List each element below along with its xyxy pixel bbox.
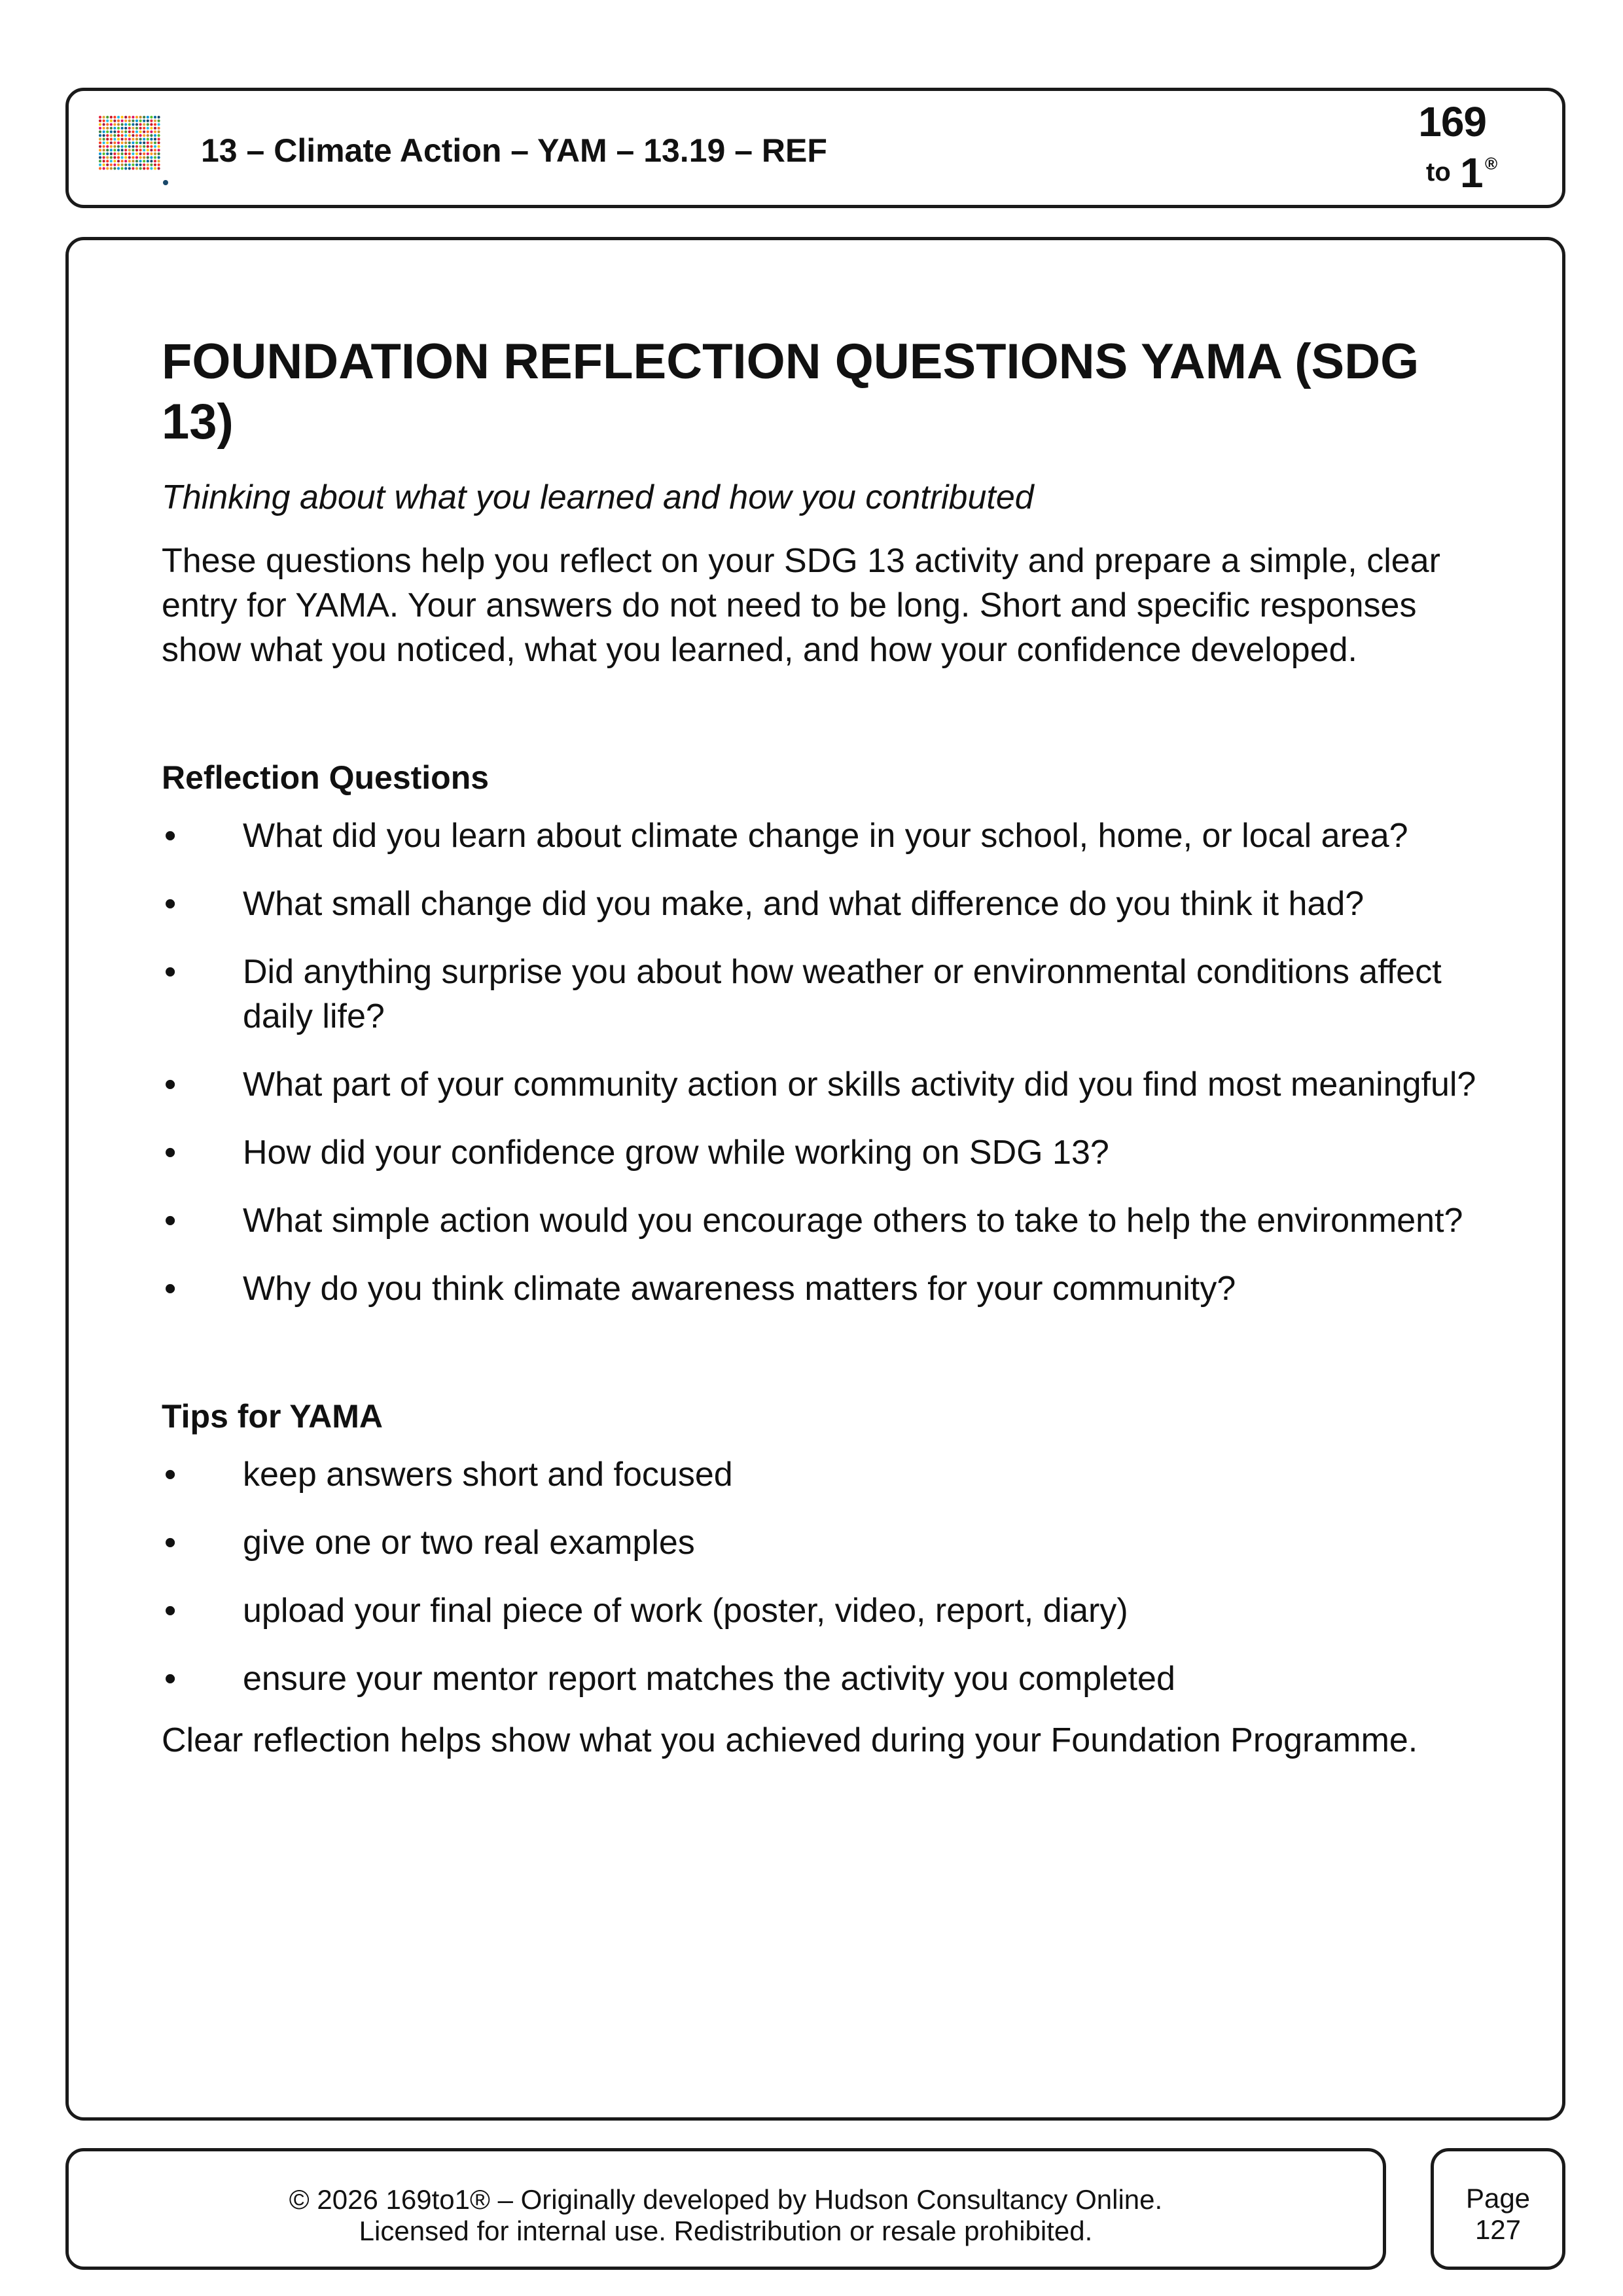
questions-heading: Reflection Questions bbox=[162, 759, 490, 796]
footer-copyright bbox=[69, 2184, 1383, 2247]
footer-line-2: Licensed for internal use. Redistribution or resale prohibited. bbox=[359, 2215, 1093, 2246]
list-item bbox=[162, 882, 1484, 926]
tip-text: upload your final piece of work (poster, video, report, diary) bbox=[243, 1592, 1128, 1630]
bullet-icon: • bbox=[164, 1134, 177, 1172]
question-text: How did your confidence grow while working on SDG 13? bbox=[243, 1134, 1109, 1172]
bullet-icon: • bbox=[164, 1066, 177, 1103]
bullet-icon: • bbox=[164, 1456, 177, 1494]
brand-logo bbox=[1397, 98, 1508, 202]
brand-one: 1 bbox=[1460, 149, 1484, 196]
page-number-box bbox=[1431, 2148, 1565, 2270]
bullet-icon: • bbox=[164, 953, 177, 991]
list-item bbox=[162, 1062, 1484, 1107]
list-item bbox=[162, 814, 1484, 858]
page-subtitle: Thinking about what you learned and how you contributed bbox=[162, 478, 1034, 516]
question-text: What did you learn about climate change in your school, home, or local area? bbox=[243, 817, 1408, 855]
list-item bbox=[162, 950, 1484, 1039]
bullet-icon: • bbox=[164, 1592, 177, 1630]
page-label: Page bbox=[1465, 2183, 1531, 2214]
page-number: 127 bbox=[1474, 2214, 1522, 2245]
bullet-icon: • bbox=[164, 1660, 177, 1698]
list-item bbox=[162, 1130, 1484, 1175]
question-text: What part of your community action or skills activity did you find most meaningful? bbox=[243, 1066, 1476, 1103]
intro-paragraph: These questions help you reflect on your SDG 13 activity and prepare a simple, clear entry for YAMA. Your answers do not need to be long. Short and specific responses show what you noticed, what you learned, and how your confidence developed. bbox=[162, 542, 1440, 669]
list-item bbox=[162, 1520, 1484, 1565]
tip-text: keep answers short and focused bbox=[243, 1456, 733, 1494]
tips-heading: Tips for YAMA bbox=[162, 1398, 383, 1435]
page-footer bbox=[65, 2148, 1386, 2270]
question-text: Did anything surprise you about how weather or environmental conditions affect daily life? bbox=[243, 953, 1442, 1035]
questions-list bbox=[162, 814, 1484, 1311]
closing-paragraph: Clear reflection helps show what you achieved during your Foundation Programme. bbox=[162, 1721, 1418, 1759]
bullet-icon: • bbox=[164, 885, 177, 923]
sdg-logo-icon bbox=[98, 115, 169, 187]
footer-line-1: © 2026 169to1® – Originally developed by Hudson Consultancy Online. bbox=[289, 2184, 1163, 2215]
list-item bbox=[162, 1266, 1484, 1311]
page-title: FOUNDATION REFLECTION QUESTIONS YAMA (SDG 13) bbox=[162, 334, 1419, 450]
question-text: What simple action would you encourage others to take to help the environment? bbox=[243, 1202, 1463, 1240]
brand-registered-mark: ® bbox=[1485, 154, 1498, 173]
bullet-icon: • bbox=[164, 1202, 177, 1240]
brand-number: 169 bbox=[1418, 98, 1486, 145]
question-text: What small change did you make, and what difference do you think it had? bbox=[243, 885, 1364, 923]
tip-text: ensure your mentor report matches the activity you completed bbox=[243, 1660, 1175, 1698]
bullet-icon: • bbox=[164, 1270, 177, 1308]
brand-to: to bbox=[1426, 158, 1451, 187]
header-title: 13 – Climate Action – YAM – 13.19 – REF bbox=[201, 132, 827, 169]
list-item bbox=[162, 1588, 1484, 1633]
content-panel bbox=[65, 237, 1565, 2121]
tips-list bbox=[162, 1452, 1484, 1701]
page-header bbox=[65, 88, 1565, 208]
bullet-icon: • bbox=[164, 1524, 177, 1562]
bullet-icon: • bbox=[164, 817, 177, 855]
question-text: Why do you think climate awareness matters for your community? bbox=[243, 1270, 1236, 1308]
list-item bbox=[162, 1198, 1484, 1243]
list-item bbox=[162, 1452, 1484, 1497]
list-item bbox=[162, 1657, 1484, 1701]
tip-text: give one or two real examples bbox=[243, 1524, 695, 1562]
